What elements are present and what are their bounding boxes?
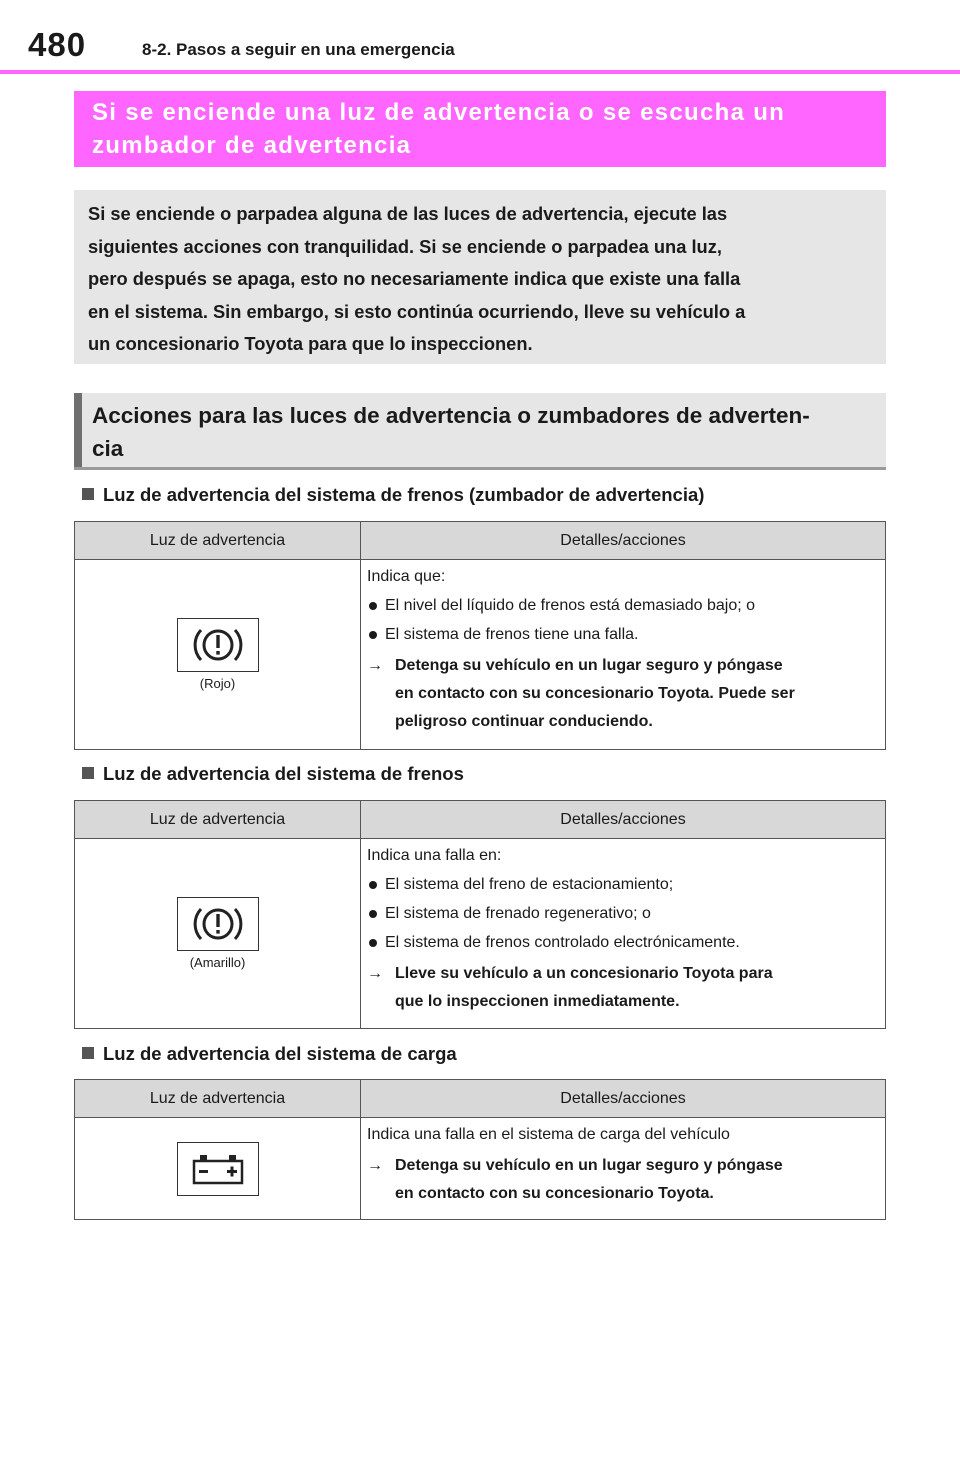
action-instruction [367,1152,877,1208]
action-line: Detenga su vehículo en un lugar seguro y póngase [395,657,783,674]
intro-box [74,190,886,364]
square-bullet-icon [82,1047,94,1059]
subsection-heading-text: Luz de advertencia del sistema de frenos [103,763,464,784]
action-line: Lleve su vehículo a un concesionario Toyota para [395,965,773,982]
battery-icon [177,1142,259,1196]
details-intro: Indica que: [367,568,446,585]
intro-line: pero después se apaga, esto no necesariamente indica que existe una falla [88,268,741,290]
column-header-details: Detalles/acciones [361,1080,886,1118]
banner-title-line1: Si se enciende una luz de advertencia o se escucha un [92,99,786,126]
table-row [75,839,886,1029]
column-header-details: Detalles/acciones [361,522,886,560]
square-bullet-icon [82,767,94,779]
subsection-heading [82,484,704,506]
warning-light-cell [75,1118,361,1220]
arrow-right-icon: → [367,1157,383,1174]
action-line: que lo inspeccionen inmediatamente. [395,993,680,1010]
intro-line: Si se enciende o parpadea alguna de las luces de advertencia, ejecute las [88,203,728,224]
section-title: 8-2. Pasos a seguir en una emergencia [142,40,455,59]
brake-warning-icon [177,618,259,672]
list-item [367,625,877,645]
bullet-text: El sistema de frenos tiene una falla. [385,626,639,643]
table-header-row [75,522,886,560]
bullet-dot-icon [369,939,377,947]
bullet-text: El nivel del líquido de frenos está demasiado bajo; o [385,597,756,614]
light-color-label: (Amarillo) [189,955,246,970]
intro-line: en el sistema. Sin embargo, si esto continúa ocurriendo, lleve su vehículo a [88,300,746,322]
list-item [367,933,877,953]
list-item [367,875,877,895]
bullet-dot-icon [369,881,377,889]
details-intro: Indica una falla en el sistema de carga del vehículo [367,1126,730,1143]
bullet-text: El sistema de frenos controlado electrónicamente. [385,934,740,951]
header-rule [0,70,960,74]
brake-warning-icon [177,897,259,951]
actions-heading-line2: cia [92,436,124,461]
column-header-light: Luz de advertencia [75,801,361,839]
subsection-heading [82,763,464,785]
warning-table [74,521,886,750]
warning-light-cell [75,839,361,1029]
intro-line: un concesionario Toyota para que lo inspeccionen. [88,333,533,355]
warning-table [74,800,886,1029]
arrow-right-icon: → [367,965,383,982]
column-header-light: Luz de advertencia [75,1080,361,1118]
bullet-text: El sistema del freno de estacionamiento; [385,876,674,893]
subsection-heading-text: Luz de advertencia del sistema de frenos (zumbador de advertencia) [103,484,705,505]
table-header-row [75,1080,886,1118]
heading-accent-bar [74,393,82,467]
warning-table [74,1079,886,1220]
list-item [367,596,877,616]
details-intro: Indica una falla en: [367,847,502,864]
subsection-heading [82,1043,457,1065]
banner-title-line2: zumbador de advertencia [92,132,412,159]
table-row [75,560,886,750]
action-instruction [367,960,877,1016]
action-line: en contacto con su concesionario Toyota. [395,1185,714,1202]
page-number: 480 [28,26,87,63]
bullet-dot-icon [369,602,377,610]
column-header-light: Luz de advertencia [75,522,361,560]
intro-line: siguientes acciones con tranquilidad. Si se enciende o parpadea una luz, [88,235,722,257]
actions-heading-line1: Acciones para las luces de advertencia o zumbadores de adverten- [92,403,810,428]
subsection-heading-text: Luz de advertencia del sistema de carga [103,1043,457,1064]
arrow-right-icon: → [367,657,383,674]
bullet-dot-icon [369,631,377,639]
action-line: Detenga su vehículo en un lugar seguro y póngase [395,1157,783,1174]
table-header-row [75,801,886,839]
actions-heading [74,393,886,470]
warning-light-cell [75,560,361,750]
action-line: peligroso continuar conduciendo. [395,713,653,730]
bullet-dot-icon [369,910,377,918]
details-cell [361,839,886,1029]
square-bullet-icon [82,488,94,500]
action-line: en contacto con su concesionario Toyota. Puede ser [395,685,795,702]
light-color-label: (Rojo) [199,676,236,691]
topic-banner [74,91,886,167]
action-instruction [367,652,877,736]
details-cell [361,560,886,750]
details-cell [361,1118,886,1220]
list-item [367,904,877,924]
column-header-details: Detalles/acciones [361,801,886,839]
page-header [0,0,960,78]
bullet-text: El sistema de frenado regenerativo; o [385,905,651,922]
table-row [75,1118,886,1220]
